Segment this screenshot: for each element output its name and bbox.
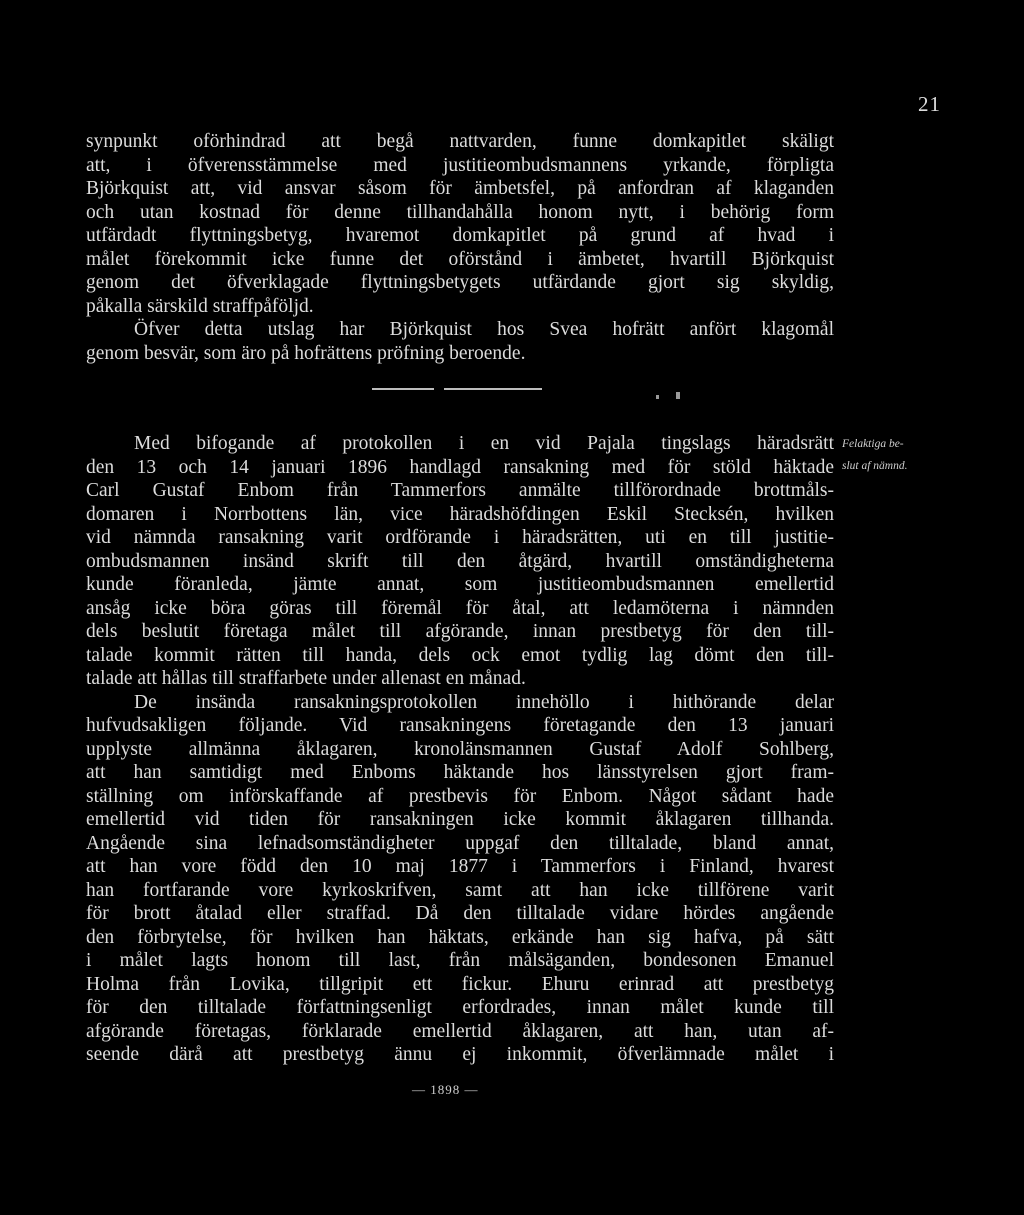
- marginal-note-line: slut af nämnd.: [842, 460, 908, 472]
- text-line: och utan kostnad för denne tillhandahålla honom nytt, i behörig form: [86, 201, 834, 223]
- marginal-note: [842, 433, 908, 477]
- text-line: dels beslutit företaga målet till afgörande, innan prestbetyg för den till-: [86, 621, 834, 642]
- text-line: upplyste allmänna åklagaren, kronolänsmannen Gustaf Adolf Sohlberg,: [86, 738, 834, 760]
- text-line: målet förekommit icke funne det oförstånd i ämbetet, hvartill Björkquist: [86, 248, 834, 270]
- text-line: domaren i Norrbottens län, vice häradshöfdingen Eskil Stecksén, hvilken: [86, 503, 834, 525]
- text-line: Angående sina lefnadsomständigheter uppgaf den tilltalade, bland annat,: [86, 832, 834, 854]
- text-line: Öfver detta utslag har Björkquist hos Svea hofrätt anfört klagomål: [134, 319, 834, 340]
- text-line: att han samtidigt med Enboms häktande hos länsstyrelsen gjort fram-: [86, 762, 834, 783]
- separator-rule: [444, 388, 542, 390]
- text-line: afgörande företagas, förklarade emellertid åklagaren, att han, utan af-: [86, 1020, 834, 1042]
- text-line: genom det öfverklagade flyttningsbetygets utfärdande gjort sig skyldig,: [86, 272, 834, 293]
- text-line: för den tilltalade författningsenligt erfordrades, innan målet kunde till: [86, 997, 834, 1018]
- text-line: hufvudsakligen följande. Vid ransakningens företagande den 13 januari: [86, 715, 834, 736]
- text-line: ombudsmannen insänd skrift till den åtgärd, hvartill omständigheterna: [86, 550, 834, 572]
- footer-year-mark: — 1898 —: [412, 1082, 479, 1097]
- text-block-upper: [86, 130, 834, 365]
- separator-rule: [372, 388, 434, 390]
- ink-speck: [656, 395, 659, 399]
- text-line: De insända ransakningsprotokollen innehöllo i hithörande delar: [134, 691, 834, 713]
- text-line: att, i öfverensstämmelse med justitieombudsmannens yrkande, förpligta: [86, 154, 834, 176]
- text-line: att han vore född den 10 maj 1877 i Tammerfors i Finland, hvarest: [86, 856, 834, 877]
- text-line: i målet lagts honom till last, från målsäganden, bondesonen Emanuel: [86, 950, 834, 971]
- text-line: emellertid vid tiden för ransakningen icke kommit åklagaren tillhanda.: [86, 809, 834, 830]
- text-line: synpunkt oförhindrad att begå nattvarden, funne domkapitlet skäligt: [86, 131, 834, 152]
- text-line: talade kommit rätten till handa, dels ock emot tydlig lag dömt den till-: [86, 644, 834, 666]
- text-line: Björkquist att, vid ansvar såsom för ämbetsfel, på anfordran af klaganden: [86, 178, 834, 199]
- text-line: Carl Gustaf Enbom från Tammerfors anmälte tillförordnade brottmåls-: [86, 480, 834, 501]
- ink-speck: [676, 392, 680, 399]
- text-line: han fortfarande vore kyrkoskrifven, samt att han icke tillförene varit: [86, 879, 834, 901]
- text-line: ställning om införskaffande af prestbevis för Enbom. Något sådant hade: [86, 785, 834, 807]
- text-line: Med bifogande af protokollen i en vid Pajala tingslags häradsrätt: [134, 433, 834, 454]
- text-line: seende därå att prestbetyg ännu ej inkommit, öfverlämnade målet i: [86, 1044, 834, 1065]
- text-line: genom besvär, som äro på hofrättens pröfning beroende.: [86, 342, 526, 364]
- text-line: för brott åtalad eller straffad. Då den tilltalade vidare hördes angående: [86, 903, 834, 924]
- page-number: 21: [918, 92, 941, 116]
- text-line: vid nämnda ransakning varit ordförande i häradsrätten, uti en till justitie-: [86, 527, 834, 548]
- text-line: ansåg icke böra göras till föremål för åtal, att ledamöterna i nämnden: [86, 597, 834, 619]
- marginal-note-line: Felaktiga be-: [842, 438, 904, 450]
- text-line: den förbrytelse, för hvilken han häktats, erkände han sig hafva, på sätt: [86, 926, 834, 948]
- text-block-lower: [86, 432, 834, 1067]
- text-line: talade att hållas till straffarbete under allenast en månad.: [86, 668, 526, 689]
- text-line: den 13 och 14 januari 1896 handlagd ransakning med för stöld häktade: [86, 456, 834, 478]
- text-line: utfärdadt flyttningsbetyg, hvaremot domkapitlet på grund af hvad i: [86, 225, 834, 246]
- text-line: kunde föranleda, jämte annat, som justitieombudsmannen emellertid: [86, 574, 834, 595]
- text-line: påkalla särskild straffpåföljd.: [86, 295, 314, 317]
- text-line: Holma från Lovika, tillgripit ett fickur. Ehuru erinrad att prestbetyg: [86, 973, 834, 995]
